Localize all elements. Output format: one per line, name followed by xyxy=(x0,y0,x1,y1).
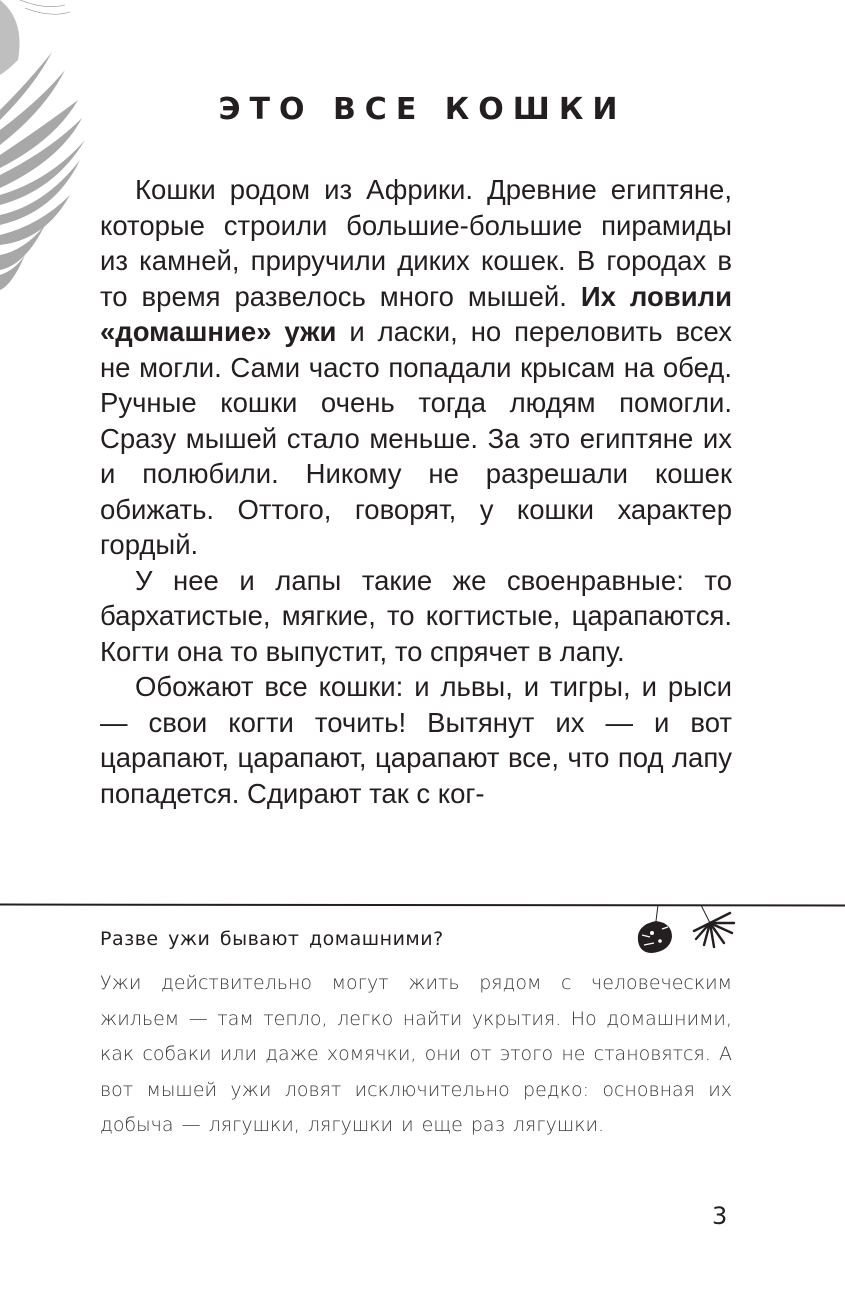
monstera-leaf-icon xyxy=(638,921,672,953)
sidebar-question: Разве ужи бывают домашними? xyxy=(100,928,444,950)
bold-phrase: Их ловили «домашние» ужи xyxy=(100,280,732,347)
page-number: 3 xyxy=(712,1202,728,1230)
paragraph-1: Кошки родом из Африки. Древние египтяне, которые строили большие-большие пирамиды из камней, приручили диких кошек. В городах в то время развелось много мышей. Их ловили «домашние» ужи и ласки, но переловить всех не могли. Сами часто попадали крысам на обед. Ручные кошки очень тогда людям помогли. Сразу мышей стало меньше. За это египтяне их и полюбили. Никому не разрешали кошек обижать. Оттого, говорят, у кошки характер гордый. xyxy=(100,174,732,560)
page-title: ЭТО ВСЕ КОШКИ xyxy=(218,92,627,127)
palm-leaf-icon xyxy=(694,913,734,947)
paragraph-2: У нее и лапы такие же своенравные: то бархатистые, мягкие, то когтистые, царапаются. Когти она то выпустит, то спрячет в лапу. xyxy=(100,564,732,667)
sidebar-answer: Ужи действительно могут жить рядом с человеческим жильем — там тепло, легко найти укрытия. Но домашними, как собаки или даже хомячки, они от этого не становятся. А вот мышей ужи ловят исключительно редко: основная их добыча — лягушки, лягушки и еще раз лягушки. xyxy=(100,972,732,1136)
main-text xyxy=(100,172,732,811)
paragraph-3: Обожают все кошки: и львы, и тигры, и рыси — свои когти точить! Вытянут их — и вот царапают, царапают, царапают все, что под лапу попадется. Сдирают так с ког- xyxy=(100,671,732,809)
hanging-leaves-icon xyxy=(630,905,740,955)
